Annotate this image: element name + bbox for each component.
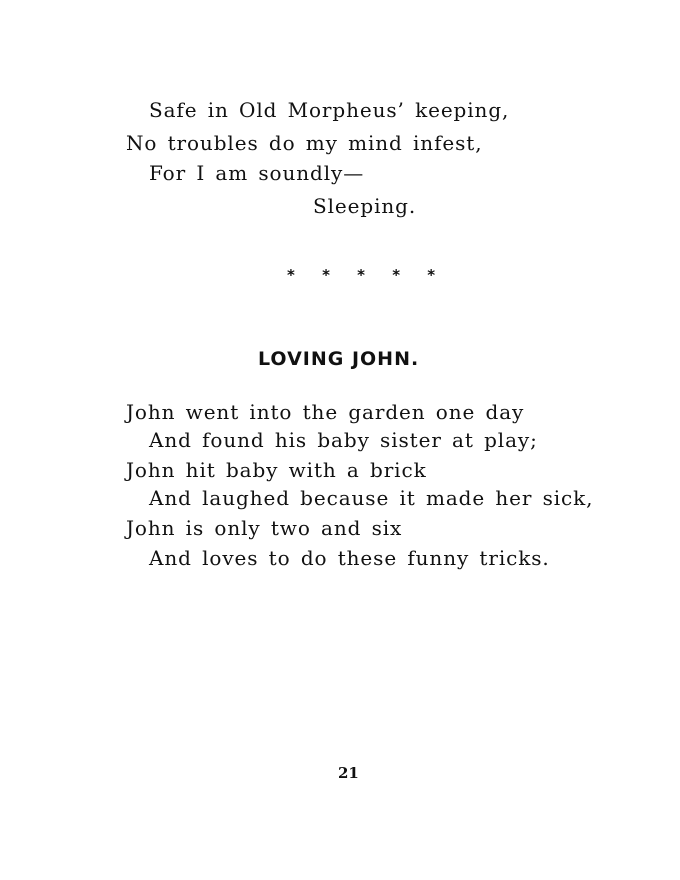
poem-line: And laughed because it made her sick,	[149, 486, 594, 510]
section-separator: * * * * *	[287, 266, 447, 284]
poem-line: And found his baby sister at play;	[149, 428, 538, 452]
poem-line: Sleeping.	[313, 194, 417, 218]
poem-line: Safe in Old Morpheus’ keeping,	[149, 98, 510, 122]
poem-line: John went into the garden one day	[126, 400, 525, 424]
poem-line: For I am soundly—	[149, 161, 365, 185]
poem-title: LOVING JOHN.	[258, 348, 420, 370]
poem-line: John hit baby with a brick	[126, 458, 427, 482]
poem-line: And loves to do these funny tricks.	[149, 546, 550, 570]
poem-line: John is only two and six	[126, 516, 403, 540]
page-number: 21	[338, 764, 359, 782]
poem-line: No troubles do my mind infest,	[126, 131, 483, 155]
